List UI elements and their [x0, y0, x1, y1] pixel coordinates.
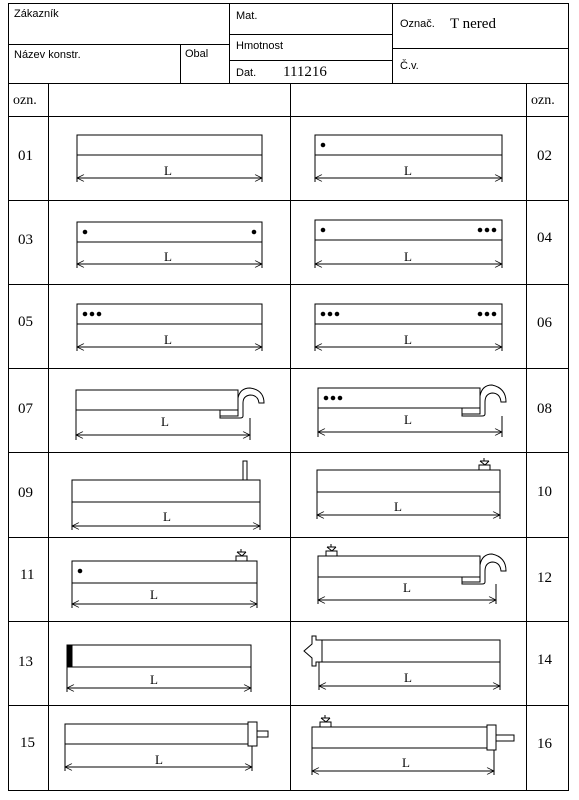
row-code-right: 12: [537, 570, 552, 586]
dimension-label: L: [404, 412, 412, 427]
hole-dot: [252, 230, 256, 234]
profile-bar: [67, 645, 251, 667]
row-code-right: 08: [537, 401, 552, 417]
profile-bar: [315, 135, 502, 155]
dimension-label: L: [404, 163, 412, 178]
right-code-column-header: ozn.: [531, 93, 555, 108]
profile-12-drawing: [318, 544, 506, 604]
dimension-label: L: [402, 755, 410, 770]
row-code-left: 05: [18, 314, 33, 330]
dimension-label: L: [150, 587, 158, 602]
dimension-label: L: [404, 249, 412, 264]
hole-dot: [83, 230, 87, 234]
row-code-right: 04: [537, 230, 552, 246]
hole-dot: [492, 228, 496, 232]
clamp-fitting: [479, 458, 490, 470]
hook-end: [462, 554, 506, 584]
profile-bar: [77, 222, 262, 242]
clamp-fitting: [320, 715, 331, 727]
hole-dot: [324, 396, 328, 400]
dimension-label: L: [163, 509, 171, 524]
drawing-number-label: Č.v.: [400, 60, 419, 72]
hole-dot: [321, 228, 325, 232]
profile-bar: [312, 727, 487, 748]
hook-end: [220, 388, 264, 418]
end-pin: [496, 735, 514, 741]
row-code-left: 13: [18, 654, 33, 670]
profile-bar: [315, 304, 502, 324]
customer-label: Zákazník: [14, 8, 59, 20]
hole-dot: [321, 312, 325, 316]
material-label: Mat.: [236, 10, 258, 22]
row-code-right: 02: [537, 148, 552, 164]
hook-end: [462, 385, 506, 416]
hole-dot: [478, 228, 482, 232]
profile-15-drawing: [65, 722, 268, 771]
end-plate: [248, 722, 257, 746]
dimension-label: L: [404, 332, 412, 347]
left-code-column-header: ozn.: [13, 93, 37, 108]
hole-dot: [331, 396, 335, 400]
hole-dot: [492, 312, 496, 316]
row-code-right: 14: [537, 652, 552, 668]
flange-end: [304, 636, 322, 666]
end-plate: [487, 725, 496, 750]
row-code-left: 09: [18, 485, 33, 501]
clamp-fitting: [326, 544, 337, 556]
row-code-right: 10: [537, 484, 552, 500]
dimension-label: L: [150, 672, 158, 687]
dimension-label: L: [403, 580, 411, 595]
profile-07-drawing: [76, 388, 264, 440]
dimension-label: L: [161, 414, 169, 429]
row-code-left: 07: [18, 401, 33, 417]
upright-tab: [243, 461, 247, 480]
row-code-left: 15: [20, 735, 35, 751]
construction-name-label: Název konstr.: [14, 49, 81, 61]
hole-dot: [321, 143, 325, 147]
profile-bar: [317, 470, 500, 492]
designation-label: Označ.: [400, 18, 435, 30]
designation-value: T nered: [450, 16, 496, 32]
row-code-right: 16: [537, 736, 552, 752]
profile-bar: [72, 561, 257, 583]
profile-bar: [322, 640, 500, 662]
profile-bar: [72, 480, 260, 502]
profile-bar: [77, 135, 262, 155]
row-code-left: 11: [20, 567, 35, 583]
end-cap: [67, 645, 72, 667]
dimension-label: L: [164, 249, 172, 264]
row-code-left: 03: [18, 232, 33, 248]
dimension-label: L: [155, 752, 163, 767]
date-value: 111216: [283, 64, 327, 80]
dimension-label: L: [164, 163, 172, 178]
date-label: Dat.: [236, 67, 257, 79]
row-code-left: 01: [18, 148, 33, 164]
profile-13-drawing: [67, 645, 251, 692]
hole-dot: [83, 312, 87, 316]
profile-bar: [315, 220, 502, 240]
hole-dot: [338, 396, 342, 400]
clamp-fitting: [236, 549, 247, 561]
hole-dot: [478, 312, 482, 316]
hole-dot: [485, 312, 489, 316]
end-pin: [257, 731, 268, 737]
profile-bar: [318, 556, 480, 577]
weight-label: Hmotnost: [236, 40, 284, 52]
profile-14-drawing: [304, 636, 500, 690]
hole-dot: [78, 569, 82, 573]
profile-bar: [65, 724, 248, 744]
hole-dot: [328, 312, 332, 316]
profile-10-drawing: [317, 458, 500, 519]
hole-dot: [97, 312, 101, 316]
row-code-right: 06: [537, 315, 552, 331]
profile-08-drawing: [318, 385, 506, 437]
hole-dot: [335, 312, 339, 316]
profile-16-drawing: [312, 715, 514, 775]
profile-bar: [76, 390, 238, 410]
hole-dot: [90, 312, 94, 316]
profile-11-drawing: [72, 549, 257, 608]
profile-bar: [77, 304, 262, 324]
packaging-label: Obal: [185, 48, 209, 60]
dimension-label: L: [164, 332, 172, 347]
dimension-label: L: [394, 499, 402, 514]
dimension-label: L: [404, 670, 412, 685]
hole-dot: [485, 228, 489, 232]
